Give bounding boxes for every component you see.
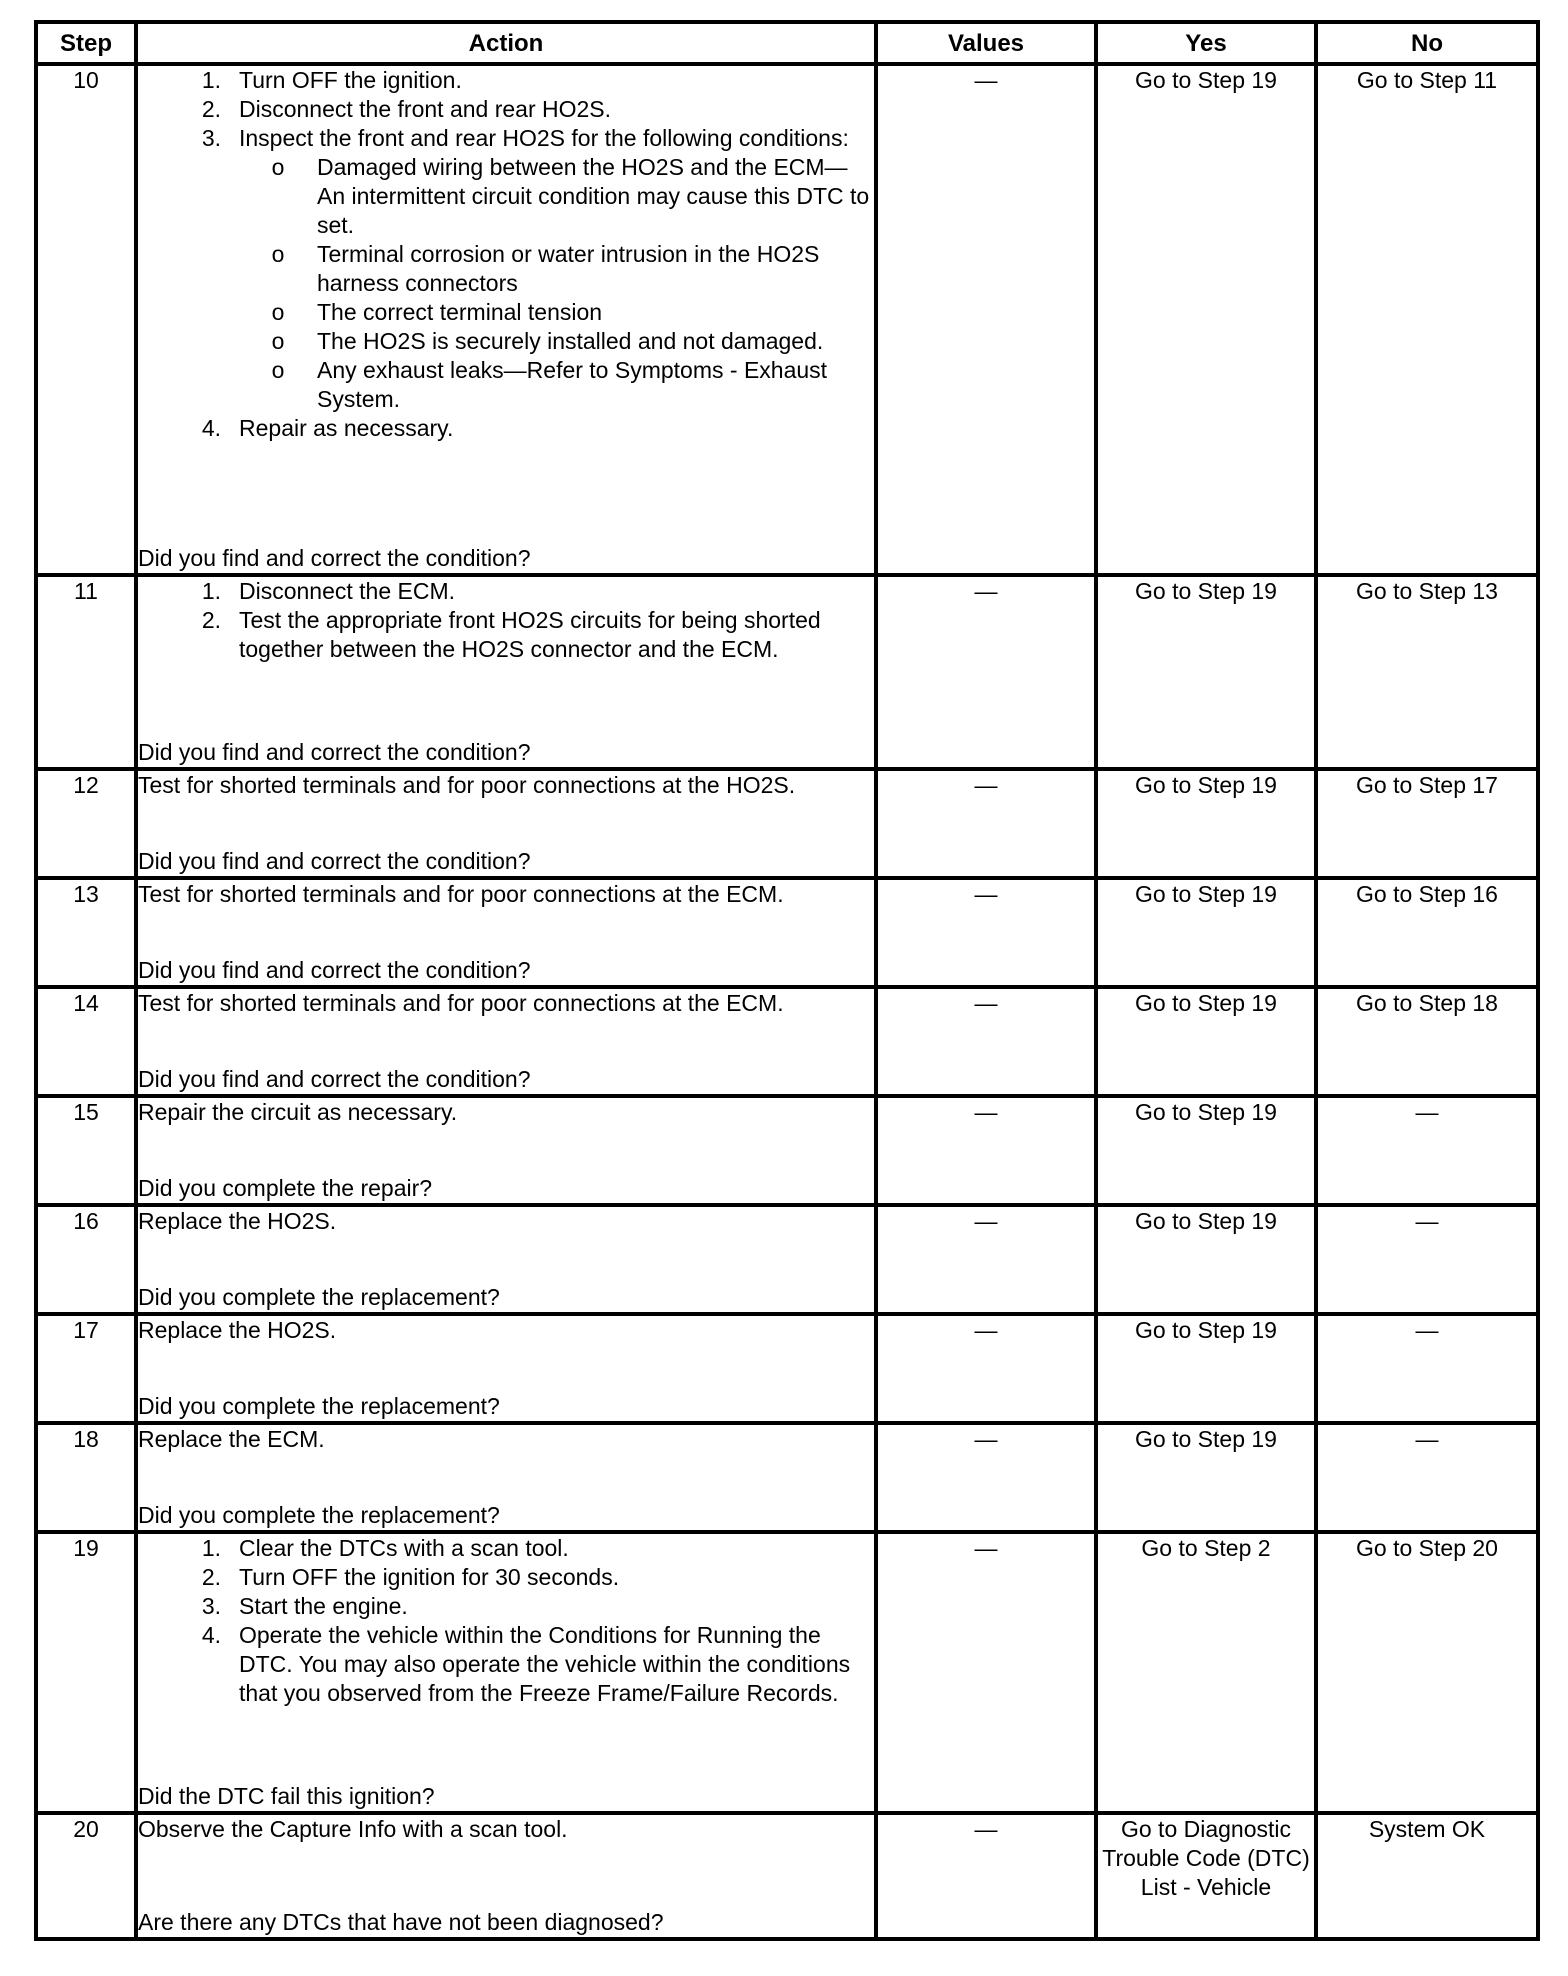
step-text-block (239, 1621, 874, 1708)
step-number: 19 (36, 1532, 136, 1813)
yes-result: Go to Diagnostic Trouble Code (DTC) List - Vehicle (1096, 1813, 1316, 1939)
values-cell: — (876, 769, 1096, 878)
step-text: Start the engine. (239, 1593, 408, 1619)
action-step (138, 577, 874, 606)
spacer (138, 1127, 874, 1174)
yes-result: Go to Step 19 (1096, 987, 1316, 1096)
action-question: Did you find and correct the condition? (138, 739, 531, 765)
values-cell: — (876, 575, 1096, 769)
action-question: Did you find and correct the condition? (138, 957, 531, 983)
sub-conditions (239, 153, 874, 414)
step-text-block (239, 95, 874, 124)
action-cell (136, 987, 876, 1096)
action-step (138, 1621, 874, 1708)
action-content (138, 1098, 874, 1203)
step-index: 3. (201, 1593, 221, 1619)
no-result: — (1316, 1096, 1538, 1205)
action-question: Did you complete the repair? (138, 1175, 433, 1201)
step-text-block (239, 1534, 874, 1563)
step-number: 18 (36, 1423, 136, 1532)
action-cell (136, 1314, 876, 1423)
sub-condition-text: The HO2S is securely installed and not damaged. (317, 328, 824, 354)
bullet-icon: o (271, 154, 285, 180)
yes-result: Go to Step 19 (1096, 1096, 1316, 1205)
table-row (36, 1423, 1538, 1532)
no-result: System OK (1316, 1813, 1538, 1939)
action-text: Test for shorted terminals and for poor connections at the HO2S. (138, 772, 796, 798)
step-text: Test the appropriate front HO2S circuits for being shorted together between the HO2S connector and the ECM. (239, 607, 821, 662)
no-result: Go to Step 20 (1316, 1532, 1538, 1813)
action-question: Did you complete the replacement? (138, 1502, 500, 1528)
action-step (138, 606, 874, 664)
step-text-block (239, 414, 874, 443)
header-yes: Yes (1096, 22, 1316, 64)
action-cell (136, 1096, 876, 1205)
spacer (138, 1454, 874, 1501)
sub-condition (239, 240, 874, 298)
spacer (138, 443, 874, 544)
no-result: Go to Step 16 (1316, 878, 1538, 987)
step-text: Turn OFF the ignition. (239, 67, 462, 93)
step-text: Operate the vehicle within the Conditions for Running the DTC. You may also operate the vehicle within the conditions that you observed from the Freeze Frame/Failure Records. (239, 1622, 851, 1706)
step-text-block (239, 66, 874, 95)
table-row (36, 987, 1538, 1096)
action-content (138, 66, 874, 573)
values-cell: — (876, 1813, 1096, 1939)
step-index: 2. (201, 1564, 221, 1590)
header-no: No (1316, 22, 1538, 64)
sub-condition-text: Terminal corrosion or water intrusion in the HO2S harness connectors (317, 241, 820, 296)
spacer (138, 1018, 874, 1065)
action-step (138, 124, 874, 414)
step-number: 15 (36, 1096, 136, 1205)
step-text: Disconnect the front and rear HO2S. (239, 96, 612, 122)
step-index: 1. (201, 1535, 221, 1561)
action-cell (136, 878, 876, 987)
action-content (138, 577, 874, 767)
step-index: 4. (201, 1622, 221, 1648)
sub-condition (239, 356, 874, 414)
step-text: Clear the DTCs with a scan tool. (239, 1535, 569, 1561)
no-result: — (1316, 1423, 1538, 1532)
action-cell (136, 1423, 876, 1532)
step-index: 3. (201, 125, 221, 151)
table-row (36, 878, 1538, 987)
header-action: Action (136, 22, 876, 64)
step-index: 2. (201, 96, 221, 122)
yes-result: Go to Step 19 (1096, 769, 1316, 878)
sub-condition (239, 153, 874, 240)
values-cell: — (876, 64, 1096, 575)
action-content (138, 1207, 874, 1312)
step-index: 1. (201, 67, 221, 93)
action-step (138, 1534, 874, 1563)
action-content (138, 771, 874, 876)
action-cell (136, 1813, 876, 1939)
no-result: — (1316, 1205, 1538, 1314)
action-cell (136, 1205, 876, 1314)
action-content (138, 1534, 874, 1811)
table-row (36, 1314, 1538, 1423)
step-text-block (239, 124, 874, 414)
step-number: 14 (36, 987, 136, 1096)
step-number: 20 (36, 1813, 136, 1939)
bullet-icon: o (271, 328, 285, 354)
spacer (138, 909, 874, 956)
bullet-icon: o (271, 241, 285, 267)
header-values: Values (876, 22, 1096, 64)
sub-condition-text: Any exhaust leaks—Refer to Symptoms - Exhaust System. (317, 357, 828, 412)
action-question: Did you complete the replacement? (138, 1393, 500, 1419)
step-index: 1. (201, 578, 221, 604)
values-cell: — (876, 1532, 1096, 1813)
step-text-block (239, 1592, 874, 1621)
spacer (138, 664, 874, 738)
yes-result: Go to Step 19 (1096, 64, 1316, 575)
step-number: 10 (36, 64, 136, 575)
action-question: Are there any DTCs that have not been diagnosed? (138, 1909, 664, 1935)
sub-condition-text: Damaged wiring between the HO2S and the ECM—An intermittent circuit condition may cause this DTC to set. (317, 154, 870, 238)
no-result: Go to Step 13 (1316, 575, 1538, 769)
values-cell: — (876, 1314, 1096, 1423)
action-text: Replace the HO2S. (138, 1208, 337, 1234)
header-row (36, 22, 1538, 64)
table-row (36, 1205, 1538, 1314)
diagnostic-table (34, 20, 1540, 1941)
action-text: Replace the HO2S. (138, 1317, 337, 1343)
no-result: Go to Step 18 (1316, 987, 1538, 1096)
action-content (138, 1815, 874, 1937)
values-cell: — (876, 1096, 1096, 1205)
values-cell: — (876, 1423, 1096, 1532)
action-cell (136, 769, 876, 878)
action-text: Replace the ECM. (138, 1426, 325, 1452)
values-cell: — (876, 878, 1096, 987)
no-result: Go to Step 11 (1316, 64, 1538, 575)
spacer (138, 1345, 874, 1392)
no-result: — (1316, 1314, 1538, 1423)
action-content (138, 1425, 874, 1530)
action-text: Test for shorted terminals and for poor connections at the ECM. (138, 881, 784, 907)
action-text: Repair the circuit as necessary. (138, 1099, 458, 1125)
table-body (36, 64, 1538, 1939)
values-cell: — (876, 1205, 1096, 1314)
table-row (36, 64, 1538, 575)
action-question: Did you find and correct the condition? (138, 1066, 531, 1092)
action-text: Test for shorted terminals and for poor connections at the ECM. (138, 990, 784, 1016)
sub-condition (239, 298, 874, 327)
action-cell (136, 64, 876, 575)
table-row (36, 1096, 1538, 1205)
action-content (138, 989, 874, 1094)
yes-result: Go to Step 19 (1096, 1314, 1316, 1423)
yes-result: Go to Step 2 (1096, 1532, 1316, 1813)
bullet-icon: o (271, 299, 285, 325)
values-cell: — (876, 987, 1096, 1096)
spacer (138, 1708, 874, 1782)
action-content (138, 1316, 874, 1421)
action-step (138, 95, 874, 124)
action-step (138, 1563, 874, 1592)
header-step: Step (36, 22, 136, 64)
action-question: Did you find and correct the condition? (138, 848, 531, 874)
sub-condition (239, 327, 874, 356)
step-text: Repair as necessary. (239, 415, 454, 441)
yes-result: Go to Step 19 (1096, 575, 1316, 769)
yes-result: Go to Step 19 (1096, 1423, 1316, 1532)
action-step (138, 1592, 874, 1621)
step-text: Disconnect the ECM. (239, 578, 456, 604)
step-text-block (239, 577, 874, 606)
action-steps (138, 577, 874, 664)
step-index: 2. (201, 607, 221, 633)
step-number: 11 (36, 575, 136, 769)
step-number: 17 (36, 1314, 136, 1423)
action-steps (138, 66, 874, 443)
no-result: Go to Step 17 (1316, 769, 1538, 878)
action-steps (138, 1534, 874, 1708)
yes-result: Go to Step 19 (1096, 878, 1316, 987)
bullet-icon: o (271, 357, 285, 383)
table-row (36, 769, 1538, 878)
action-question: Did the DTC fail this ignition? (138, 1783, 435, 1809)
spacer (138, 1844, 874, 1908)
step-text-block (239, 606, 874, 664)
action-text: Observe the Capture Info with a scan tool. (138, 1816, 568, 1842)
action-question: Did you complete the replacement? (138, 1284, 500, 1310)
action-step (138, 414, 874, 443)
table-row (36, 1532, 1538, 1813)
step-text: Inspect the front and rear HO2S for the following conditions: (239, 125, 849, 151)
spacer (138, 1236, 874, 1283)
action-cell (136, 1532, 876, 1813)
action-content (138, 880, 874, 985)
yes-result: Go to Step 19 (1096, 1205, 1316, 1314)
action-question: Did you find and correct the condition? (138, 545, 531, 571)
table-row (36, 1813, 1538, 1939)
action-step (138, 66, 874, 95)
table-row (36, 575, 1538, 769)
spacer (138, 800, 874, 847)
step-index: 4. (201, 415, 221, 441)
action-cell (136, 575, 876, 769)
step-number: 12 (36, 769, 136, 878)
step-number: 16 (36, 1205, 136, 1314)
step-text-block (239, 1563, 874, 1592)
step-text: Turn OFF the ignition for 30 seconds. (239, 1564, 620, 1590)
sub-condition-text: The correct terminal tension (317, 299, 603, 325)
step-number: 13 (36, 878, 136, 987)
